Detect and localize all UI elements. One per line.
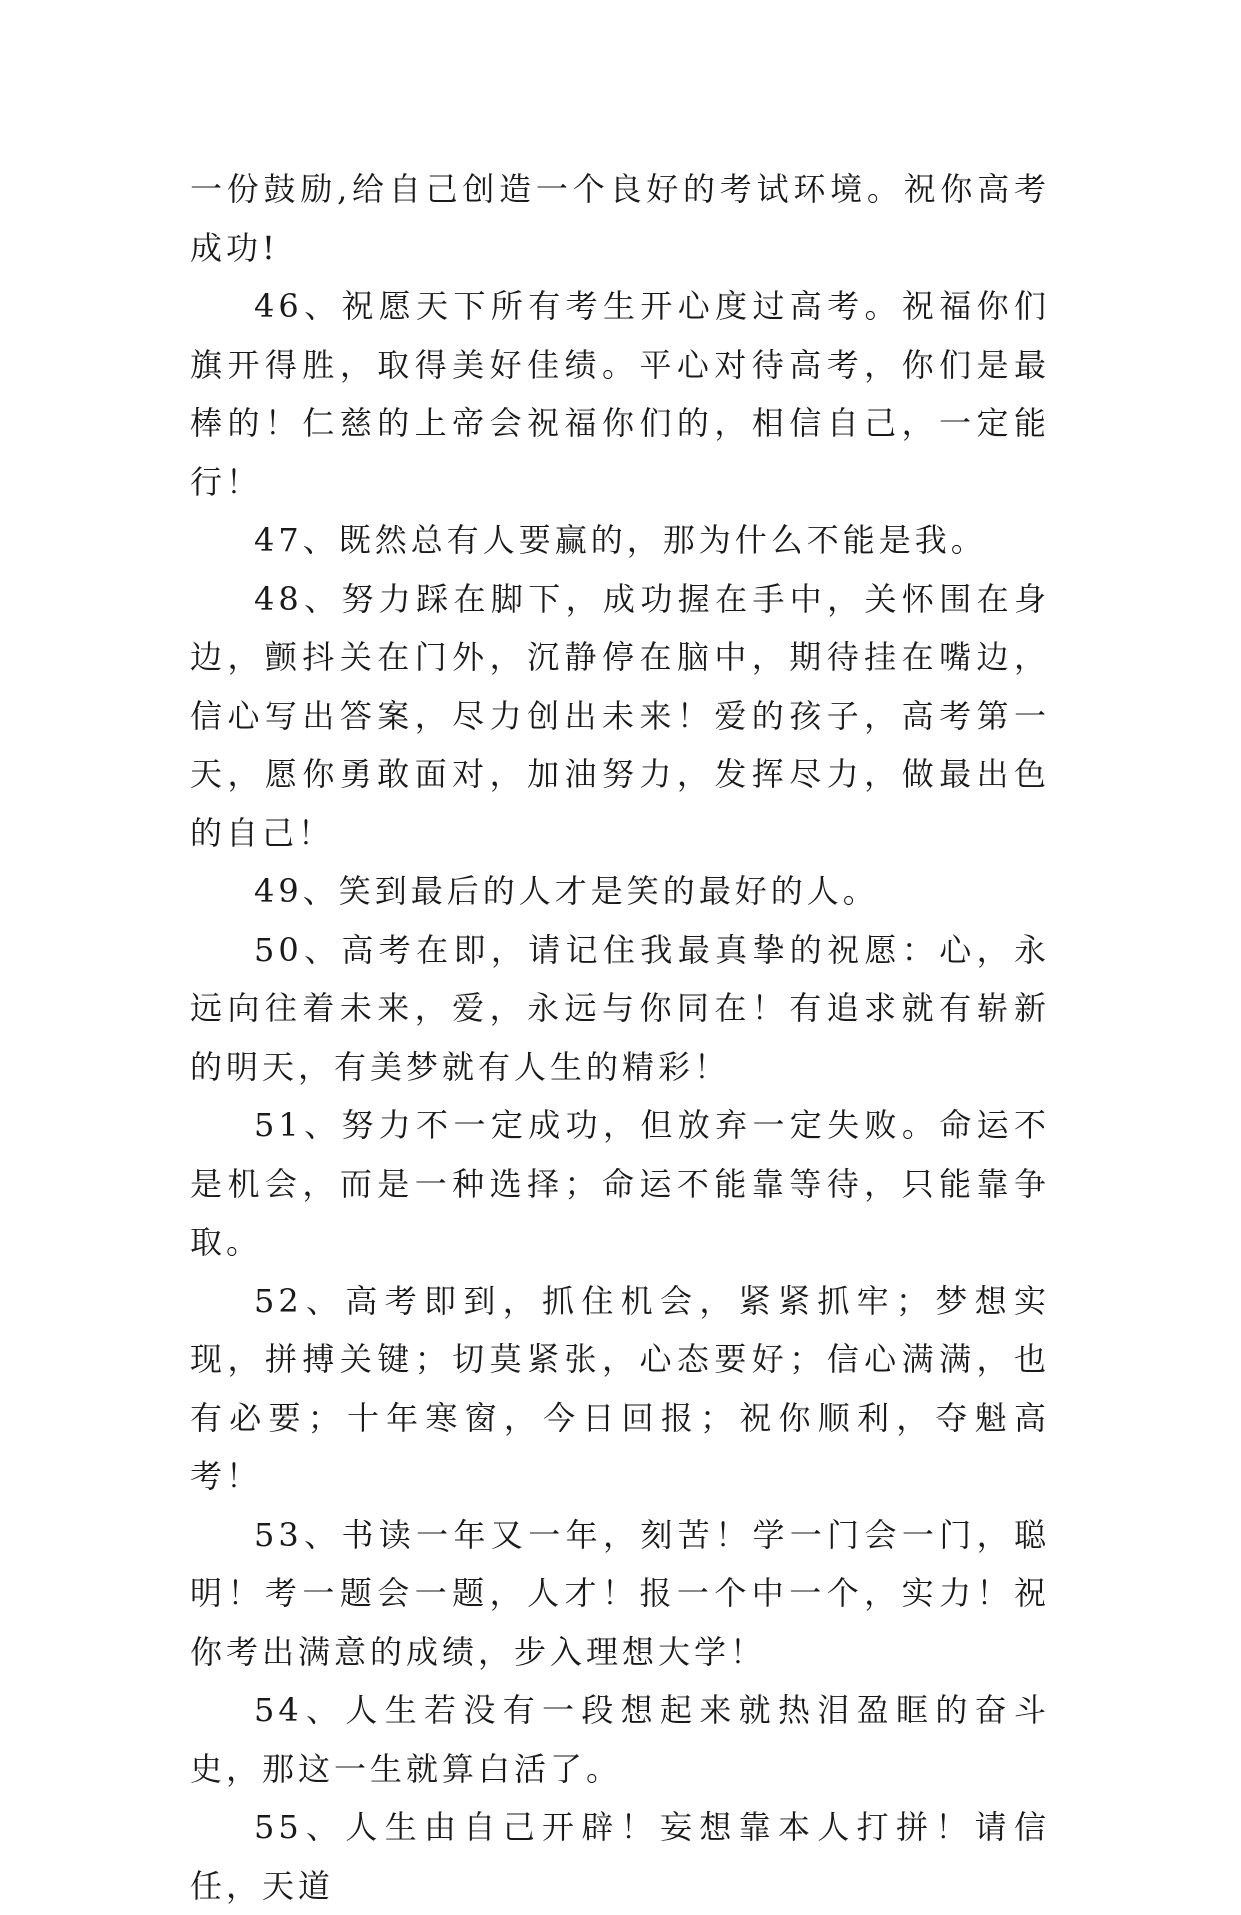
paragraph-item-47: 47、既然总有人要赢的，那为什么不能是我。: [254, 521, 987, 559]
paragraph-item-49: 49、笑到最后的人才是笑的最好的人。: [254, 872, 879, 910]
paragraph-item-53: 53、书读一年又一年，刻苦！学一门会一门，聪明！考一题会一题，人才！报一个中一个，实力！祝你考出满意的成绩，步入理想大学！: [190, 1515, 1050, 1671]
paragraph-item-54: 54、人生若没有一段想起来就热泪盈眶的奋斗史，那这一生就算白活了。: [190, 1691, 1050, 1788]
paragraph-item-48: 48、努力踩在脚下，成功握在手中，关怀围在身边，颤抖关在门外，沉静停在脑中，期待挂在嘴边，信心写出答案，尽力创出未来！爱的孩子，高考第一天，愿你勇敢面对，加油努力，发挥尽力，做最出色的自己！: [190, 579, 1050, 852]
paragraph-item-46: 46、祝愿天下所有考生开心度过高考。祝福你们旗开得胜，取得美好佳绩。平心对待高考，你们是最棒的！仁慈的上帝会祝福你们的，相信自己，一定能行！: [190, 287, 1050, 501]
paragraph-continuation: 一份鼓励,给自己创造一个良好的考试环境。祝你高考成功!: [190, 170, 1050, 267]
document-body: [190, 160, 1050, 1915]
paragraph-item-52: 52、高考即到，抓住机会，紧紧抓牢；梦想实现，拼搏关键；切莫紧张，心态要好；信心满满，也有必要；十年寒窗，今日回报；祝你顺利，夺魁高考！: [190, 1281, 1050, 1495]
paragraph-item-50: 50、高考在即，请记住我最真挚的祝愿：心，永远向往着未来，爱，永远与你同在！有追求就有崭新的明天，有美梦就有人生的精彩！: [190, 930, 1050, 1086]
paragraph-item-51: 51、努力不一定成功，但放弃一定失败。命运不是机会，而是一种选择；命运不能靠等待，只能靠争取。: [190, 1106, 1050, 1261]
paragraph-item-55: 55、人生由自己开辟！妄想靠本人打拼！请信任，天道: [190, 1808, 1050, 1905]
